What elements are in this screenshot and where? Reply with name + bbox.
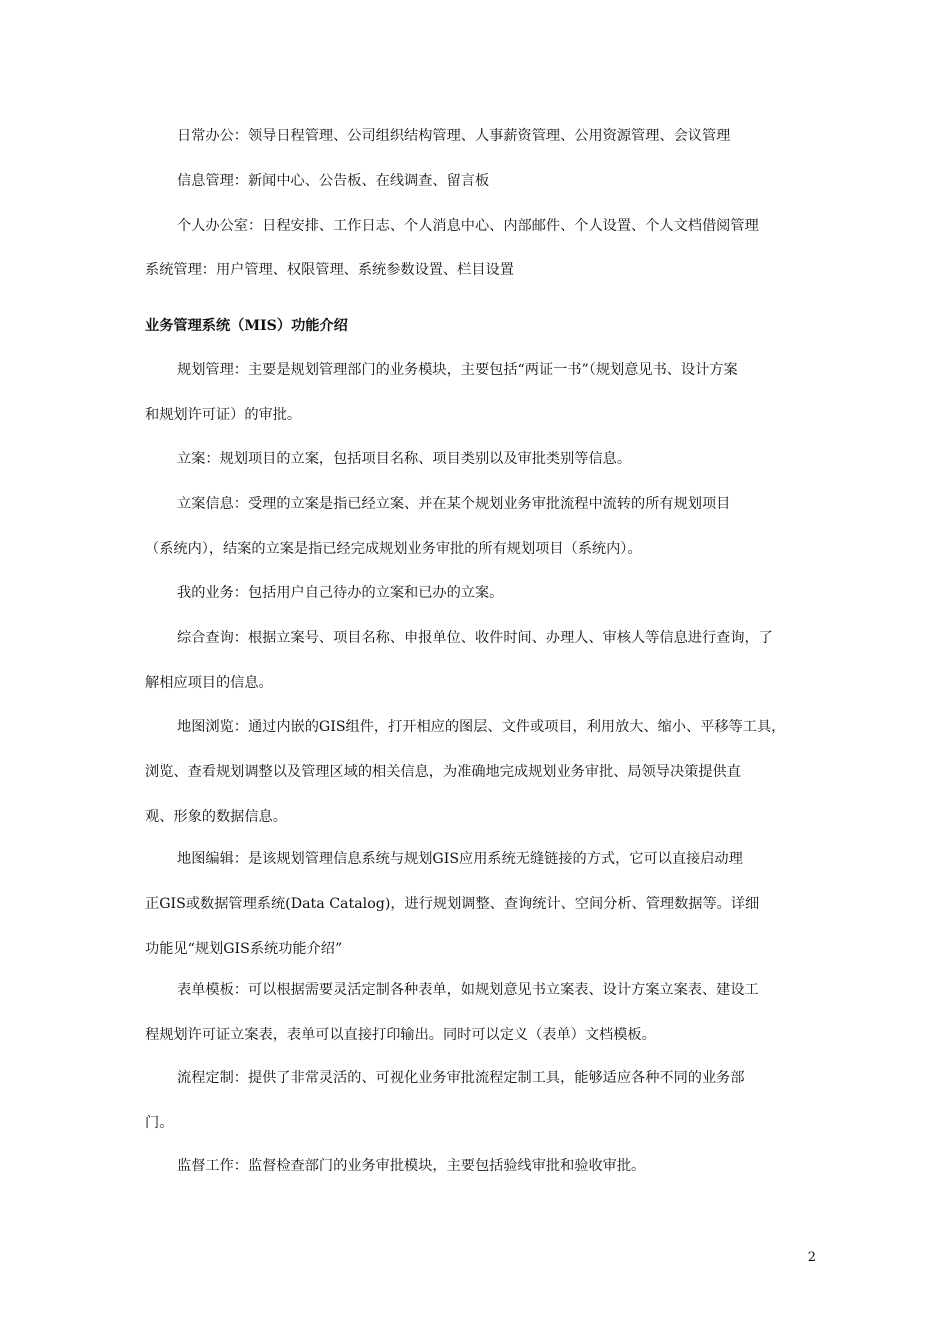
paragraph-line: 个人办公室：日程安排、工作日志、个人消息中心、内部邮件、个人设置、个人文档借阅管理: [177, 218, 759, 234]
paragraph: [145, 248, 815, 293]
paragraph-line: 解相应项目的信息。: [145, 675, 273, 691]
paragraph-line: 门。: [145, 1115, 174, 1131]
paragraph-line: 日常办公：领导日程管理、公司组织结构管理、人事薪资管理、公用资源管理、会议管理: [177, 128, 731, 144]
paragraph-line: 和规划许可证）的审批。: [145, 407, 302, 423]
paragraph: [145, 616, 815, 706]
paragraph-line: 程规划许可证立案表，表单可以直接打印输出。同时可以定义（表单）文档模板。: [145, 1027, 656, 1043]
paragraph-line: 规划管理：主要是规划管理部门的业务模块，主要包括“两证一书”（规划意见书、设计方案: [177, 362, 738, 378]
paragraph-line: 浏览、查看规划调整以及管理区域的相关信息，为准确地完成规划业务审批、局领导决策提供直: [145, 764, 741, 780]
paragraph: [145, 159, 815, 204]
paragraph-line: 流程定制：提供了非常灵活的、可视化业务审批流程定制工具，能够适应各种不同的业务部: [177, 1070, 745, 1086]
paragraph: [145, 837, 815, 972]
paragraph-line: 地图浏览：通过内嵌的GIS组件，打开相应的图层、文件或项目，利用放大、缩小、平移等工具，: [177, 719, 786, 735]
paragraph: [145, 348, 815, 438]
paragraph: [145, 1056, 815, 1146]
paragraph-line: 系统管理：用户管理、权限管理、系统参数设置、栏目设置: [145, 262, 514, 278]
paragraph-line: 立案信息：受理的立案是指已经立案、并在某个规划业务审批流程中流转的所有规划项目: [177, 496, 731, 512]
paragraph-line: 功能见“规划GIS系统功能介绍”: [145, 941, 343, 957]
paragraph-line: 我的业务：包括用户自己待办的立案和已办的立案。: [177, 585, 504, 601]
paragraph: [145, 968, 815, 1058]
paragraph: [145, 437, 815, 482]
page-number: 2: [807, 1250, 816, 1265]
paragraph: [145, 1144, 815, 1189]
paragraph-line: 正GIS或数据管理系统(Data Catalog)，进行规划调整、查询统计、空间分析、管理数据等。详细: [145, 896, 760, 912]
paragraph-line: 立案：规划项目的立案，包括项目名称、项目类别以及审批类别等信息。: [177, 451, 632, 467]
paragraph: [145, 705, 815, 840]
paragraph-line: 观、形象的数据信息。: [145, 809, 287, 825]
paragraph-line: 监督工作：监督检查部门的业务审批模块，主要包括验线审批和验收审批。: [177, 1158, 646, 1174]
paragraph-line: 业务管理系统（MIS）功能介绍: [145, 318, 348, 334]
paragraph-line: 地图编辑：是该规划管理信息系统与规划GIS应用系统无缝链接的方式，它可以直接启动理: [177, 851, 743, 867]
section-heading: [145, 304, 815, 349]
paragraph-line: 综合查询：根据立案号、项目名称、申报单位、收件时间、办理人、审核人等信息进行查询，了: [177, 630, 773, 646]
paragraph-line: （系统内），结案的立案是指已经完成规划业务审批的所有规划项目（系统内）。: [145, 541, 642, 557]
paragraph: [145, 482, 815, 572]
paragraph-line: 表单模板：可以根据需要灵活定制各种表单，如规划意见书立案表、设计方案立案表、建设工: [177, 982, 759, 998]
paragraph: [145, 114, 815, 159]
paragraph: [145, 571, 815, 616]
paragraph-line: 信息管理：新闻中心、公告板、在线调查、留言板: [177, 173, 490, 189]
paragraph: [145, 204, 815, 249]
